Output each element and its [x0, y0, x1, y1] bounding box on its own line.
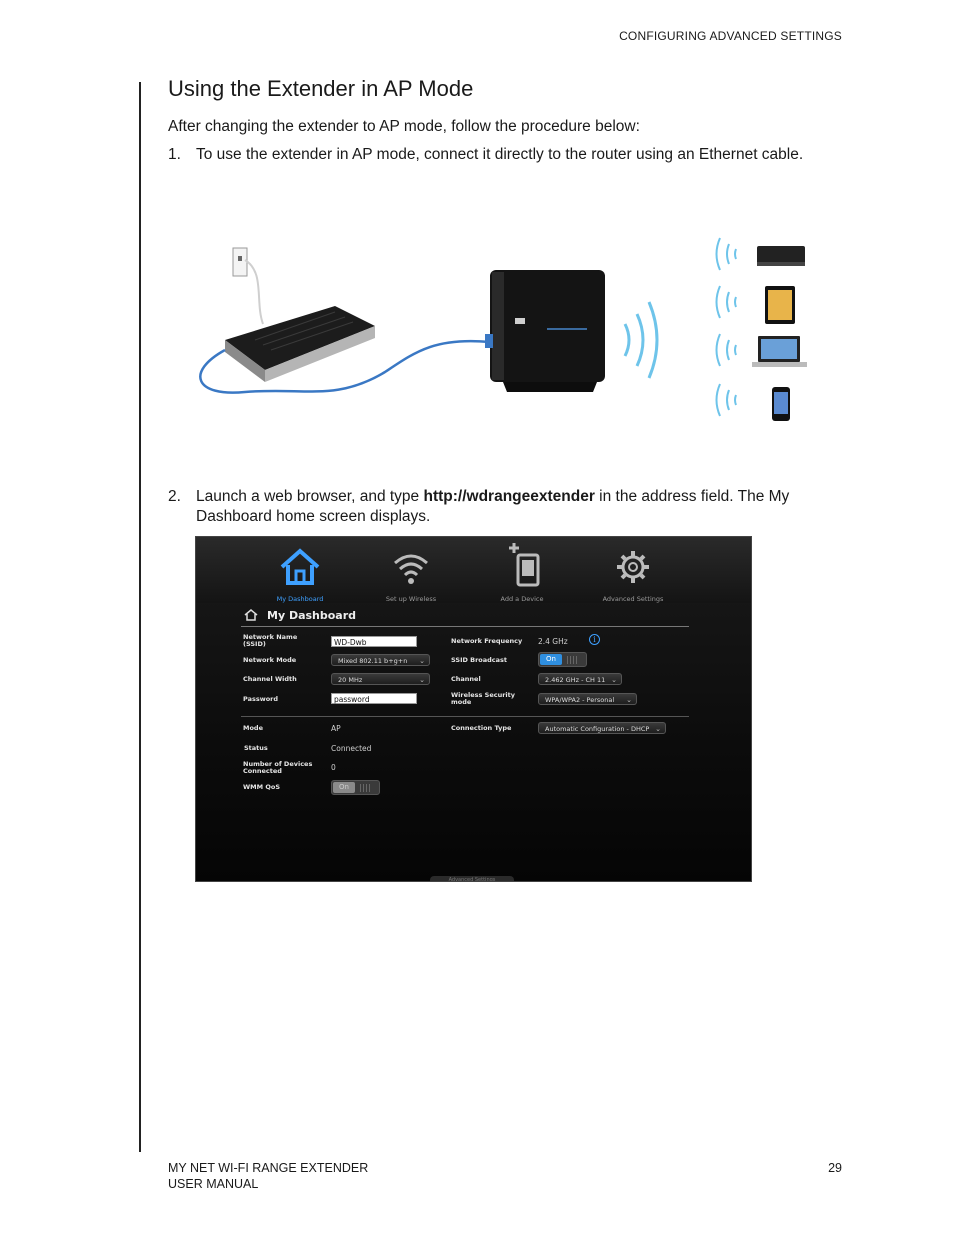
nav-my-dashboard[interactable]: My Dashboard — [255, 547, 345, 591]
page-number: 29 — [828, 1161, 842, 1175]
wmm-qos-toggle[interactable]: On — [331, 780, 380, 795]
devices-connected-label: Number of Devices Connected — [243, 760, 313, 775]
footer-product: MY NET WI-FI RANGE EXTENDER USER MANUAL — [168, 1161, 369, 1191]
wireless-security-select[interactable]: WPA/WPA2 - Personal ⌄ — [538, 693, 637, 705]
mode-label: Mode — [243, 724, 263, 732]
wifi-icon — [389, 547, 433, 587]
step-number: 1. — [168, 146, 181, 163]
intro-paragraph: After changing the extender to AP mode, follow the procedure below: — [168, 118, 640, 135]
nav-advanced-settings[interactable]: Advanced Settings — [588, 547, 678, 591]
connection-type-select[interactable]: Automatic Configuration - DHCP ⌄ — [538, 722, 666, 734]
router-icon — [225, 306, 375, 382]
ssid-broadcast-label: SSID Broadcast — [451, 656, 508, 664]
step-text: Launch a web browser, and type http://wdrangeextender in the address field. The My Dashboard home screen displays. — [196, 488, 790, 525]
ap-mode-connection-diagram — [185, 232, 825, 432]
dashboard-screenshot — [195, 536, 752, 882]
network-mode-select[interactable]: Mixed 802.11 b+g+n ⌄ — [331, 654, 430, 666]
home-icon — [278, 547, 322, 587]
info-icon[interactable]: i — [589, 634, 600, 645]
status-label: Status — [244, 744, 268, 752]
network-frequency-value: 2.4 GHz — [538, 637, 568, 646]
password-input[interactable]: password — [331, 693, 417, 704]
add-device-icon — [500, 541, 544, 587]
wmm-qos-label: WMM QoS — [243, 783, 281, 791]
password-label: Password — [243, 695, 279, 703]
wireless-security-label: Wireless Security mode — [451, 691, 515, 706]
step-number: 2. — [168, 488, 181, 505]
phone-icon — [772, 387, 790, 421]
running-header: CONFIGURING ADVANCED SETTINGS — [619, 29, 842, 43]
wall-outlet-icon — [233, 248, 247, 276]
channel-width-select[interactable]: 20 MHz ⌄ — [331, 673, 430, 685]
section-divider — [241, 716, 689, 717]
dashboard-heading: My Dashboard — [267, 609, 357, 622]
nav-add-a-device[interactable]: Add a Device — [477, 547, 567, 591]
heading-divider — [241, 626, 689, 627]
chevron-down-icon: ⌄ — [655, 725, 661, 733]
network-frequency-label: Network Frequency — [451, 637, 523, 645]
devices-connected-value: 0 — [331, 763, 336, 772]
home-small-icon — [244, 609, 258, 621]
chevron-down-icon: ⌄ — [419, 657, 425, 665]
section-title: Using the Extender in AP Mode — [168, 76, 474, 101]
media-player-icon — [757, 246, 805, 266]
chevron-down-icon: ⌄ — [419, 676, 425, 684]
gear-icon — [611, 547, 655, 587]
channel-width-label: Channel Width — [243, 675, 297, 683]
laptop-icon — [752, 336, 807, 367]
url-text: http://wdrangeextender — [423, 488, 595, 505]
channel-select[interactable]: 2.462 GHz - CH 11 ⌄ — [538, 673, 622, 685]
status-value: Connected — [331, 744, 372, 753]
power-cable — [245, 260, 263, 324]
range-extender-icon — [485, 270, 605, 392]
chevron-down-icon: ⌄ — [626, 696, 632, 704]
chevron-down-icon: ⌄ — [611, 676, 617, 684]
channel-label: Channel — [451, 675, 481, 683]
network-name-input[interactable]: WD-Dwb — [331, 636, 417, 647]
tablet-icon — [765, 286, 795, 324]
network-name-label: Network Name (SSID) — [243, 633, 298, 648]
left-margin-rule — [139, 82, 141, 1152]
nav-set-up-wireless[interactable]: Set up Wireless — [366, 547, 456, 591]
mode-value: AP — [331, 724, 341, 733]
ssid-broadcast-toggle[interactable]: On — [538, 652, 587, 667]
advanced-settings-tab[interactable]: Advanced Settings — [430, 876, 514, 882]
connection-type-label: Connection Type — [451, 724, 512, 732]
wifi-waves-icon — [625, 302, 657, 378]
network-mode-label: Network Mode — [243, 656, 297, 664]
device-wifi-waves — [717, 238, 737, 416]
step-text: To use the extender in AP mode, connect it directly to the router using an Ethernet cable. — [196, 146, 804, 163]
